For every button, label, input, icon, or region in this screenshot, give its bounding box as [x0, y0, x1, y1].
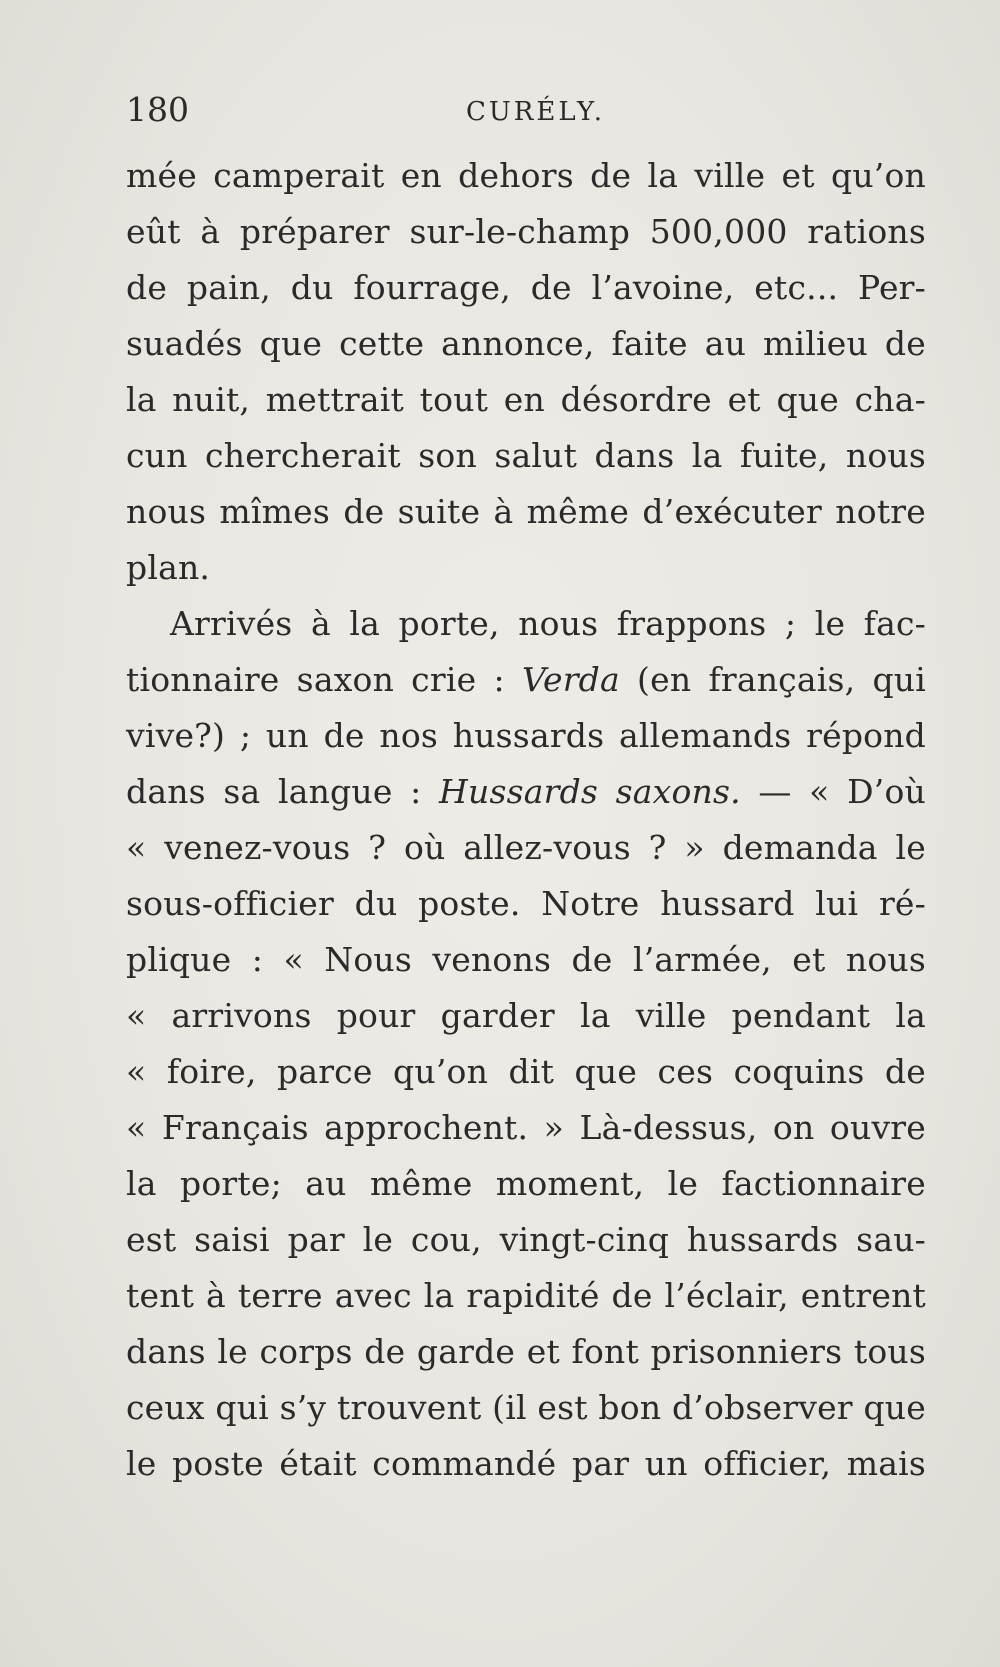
page-number: 180	[126, 90, 189, 129]
text-line: eût à préparer sur-le-champ 500,000 rations	[126, 212, 926, 251]
text-line: suadés que cette annonce, faite au milieu de	[126, 324, 926, 363]
text-line: de pain, du fourrage, de l’avoine, etc... Per-	[126, 268, 926, 307]
text-segment: (en français, qui	[619, 660, 926, 699]
italic-phrase: Hussards saxons.	[439, 772, 741, 811]
text-line: Arrivés à la porte, nous frappons ; le fac-	[170, 604, 926, 643]
text-line: le poste était commandé par un officier, mais	[126, 1444, 926, 1483]
text-line	[126, 764, 926, 820]
text-line: nous mîmes de suite à même d’exécuter notre	[126, 492, 926, 531]
text-line: « Français approchent. » Là-dessus, on ouvre	[126, 1108, 926, 1147]
text-line: cun chercherait son salut dans la fuite, nous	[126, 436, 926, 475]
text-line: plan.	[126, 548, 211, 587]
text-line	[126, 652, 926, 708]
body-text	[126, 148, 926, 1492]
running-title: CURÉLY.	[466, 97, 606, 127]
text-line: mée camperait en dehors de la ville et qu’on	[126, 156, 926, 195]
text-line: tent à terre avec la rapidité de l’éclair, entrent	[126, 1276, 926, 1315]
text-line: « arrivons pour garder la ville pendant la	[126, 996, 926, 1035]
text-line: vive?) ; un de nos hussards allemands répond	[126, 716, 926, 755]
text-line: « foire, parce qu’on dit que ces coquins de	[126, 1052, 926, 1091]
italic-word: Verda	[521, 660, 620, 699]
text-line: la nuit, mettrait tout en désordre et que cha-	[126, 380, 926, 419]
text-line: est saisi par le cou, vingt-cinq hussards sau-	[126, 1220, 926, 1259]
text-line: sous-officier du poste. Notre hussard lui ré-	[126, 884, 926, 923]
text-line: dans le corps de garde et font prisonniers tous	[126, 1332, 926, 1371]
text-line: la porte; au même moment, le factionnaire	[126, 1164, 926, 1203]
text-line: « venez-vous ? où allez-vous ? » demanda le	[126, 828, 926, 867]
running-head	[126, 88, 926, 132]
text-segment: — « D’où	[740, 772, 926, 811]
text-segment: dans sa langue :	[126, 772, 440, 811]
text-line: ceux qui s’y trouvent (il est bon d’observer que	[126, 1388, 926, 1427]
text-segment: tionnaire saxon crie :	[126, 660, 522, 699]
text-line: plique : « Nous venons de l’armée, et nous	[126, 940, 926, 979]
